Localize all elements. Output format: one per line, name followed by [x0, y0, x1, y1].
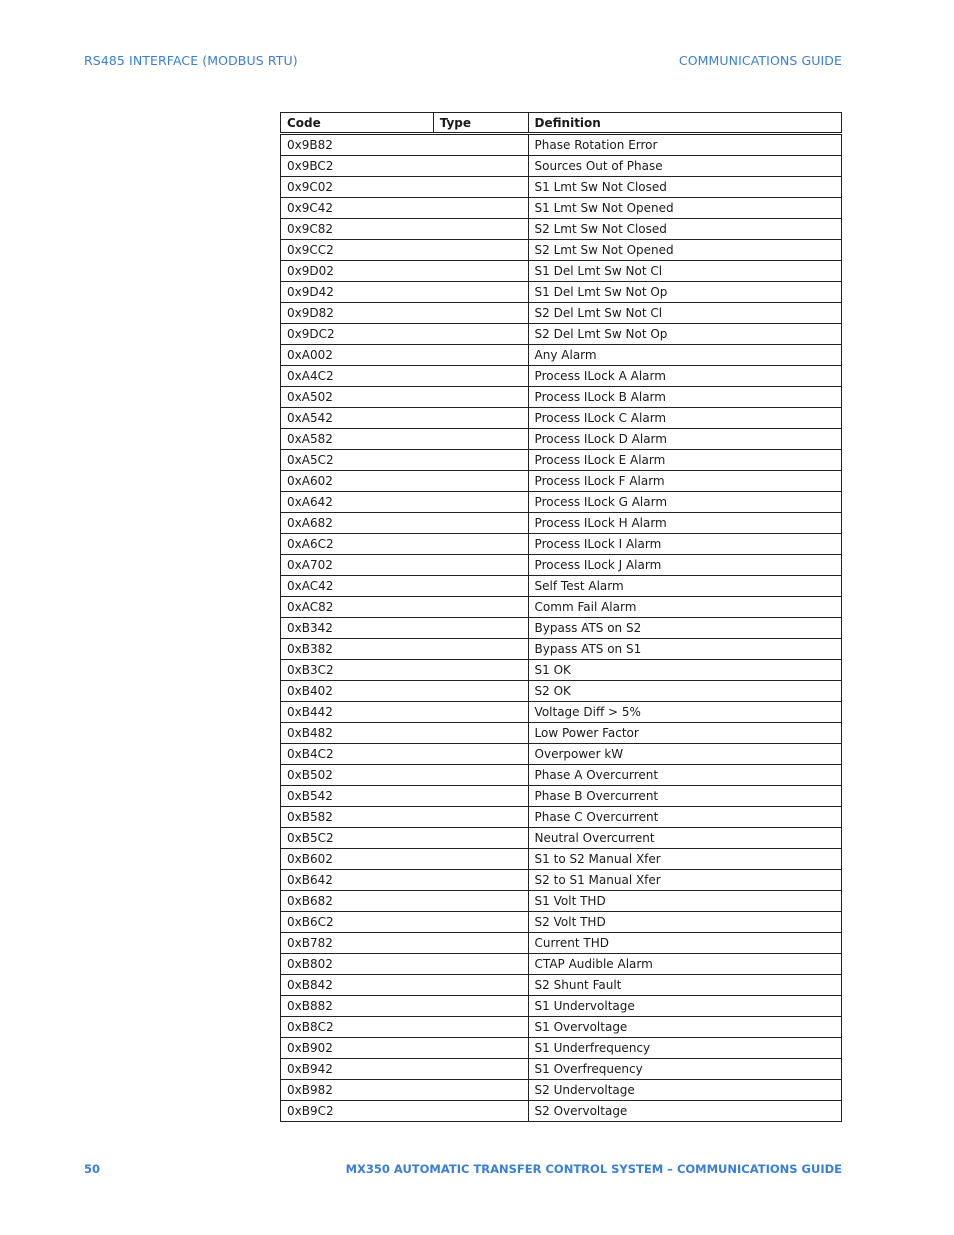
cell-code: 0x9C42 — [281, 198, 529, 219]
table-row — [281, 555, 842, 576]
cell-definition: S2 to S1 Manual Xfer — [528, 870, 841, 891]
cell-code: 0xB482 — [281, 723, 529, 744]
cell-code: 0x9D42 — [281, 282, 529, 303]
table-row — [281, 1080, 842, 1101]
cell-code: 0xA702 — [281, 555, 529, 576]
table-row — [281, 345, 842, 366]
table-row — [281, 261, 842, 282]
cell-code: 0xA502 — [281, 387, 529, 408]
cell-definition: S1 Volt THD — [528, 891, 841, 912]
cell-definition: S1 OK — [528, 660, 841, 681]
cell-code: 0xAC42 — [281, 576, 529, 597]
cell-code: 0xB8C2 — [281, 1017, 529, 1038]
cell-definition: S2 Del Lmt Sw Not Op — [528, 324, 841, 345]
column-header-definition: Definition — [528, 113, 841, 134]
cell-definition: Phase Rotation Error — [528, 134, 841, 156]
table-row — [281, 513, 842, 534]
cell-code: 0xB382 — [281, 639, 529, 660]
cell-definition: Phase A Overcurrent — [528, 765, 841, 786]
cell-code: 0xAC82 — [281, 597, 529, 618]
cell-definition: S2 Lmt Sw Not Closed — [528, 219, 841, 240]
cell-definition: S1 Del Lmt Sw Not Op — [528, 282, 841, 303]
table-row — [281, 492, 842, 513]
cell-definition: S2 Shunt Fault — [528, 975, 841, 996]
table-row — [281, 954, 842, 975]
table-row — [281, 681, 842, 702]
table-row — [281, 912, 842, 933]
table-row — [281, 702, 842, 723]
footer-title: MX350 AUTOMATIC TRANSFER CONTROL SYSTEM – COMMUNICATIONS GUIDE — [345, 1162, 842, 1176]
cell-definition: S2 OK — [528, 681, 841, 702]
table-row — [281, 597, 842, 618]
table-row — [281, 933, 842, 954]
cell-definition: Sources Out of Phase — [528, 156, 841, 177]
table-row — [281, 177, 842, 198]
table-row — [281, 240, 842, 261]
table-row — [281, 639, 842, 660]
table-row — [281, 282, 842, 303]
table-row — [281, 1059, 842, 1080]
cell-code: 0x9D02 — [281, 261, 529, 282]
page-number: 50 — [84, 1162, 101, 1176]
cell-code: 0xA582 — [281, 429, 529, 450]
table-row — [281, 576, 842, 597]
cell-code: 0xB602 — [281, 849, 529, 870]
cell-definition: Process ILock I Alarm — [528, 534, 841, 555]
cell-definition: Bypass ATS on S2 — [528, 618, 841, 639]
table-row — [281, 408, 842, 429]
cell-code: 0xA4C2 — [281, 366, 529, 387]
cell-definition: Process ILock C Alarm — [528, 408, 841, 429]
cell-code: 0xB942 — [281, 1059, 529, 1080]
cell-code: 0xB6C2 — [281, 912, 529, 933]
table-body — [281, 134, 842, 1122]
table-row — [281, 765, 842, 786]
cell-code: 0xB502 — [281, 765, 529, 786]
table-row — [281, 786, 842, 807]
cell-definition: S2 Undervoltage — [528, 1080, 841, 1101]
table-row — [281, 891, 842, 912]
cell-code: 0xB442 — [281, 702, 529, 723]
cell-code: 0x9D82 — [281, 303, 529, 324]
cell-definition: Neutral Overcurrent — [528, 828, 841, 849]
table-row — [281, 618, 842, 639]
cell-code: 0xB902 — [281, 1038, 529, 1059]
cell-code: 0xA642 — [281, 492, 529, 513]
cell-code: 0xA6C2 — [281, 534, 529, 555]
table-row — [281, 828, 842, 849]
cell-definition: Process ILock F Alarm — [528, 471, 841, 492]
table-row — [281, 744, 842, 765]
cell-definition: S1 Overvoltage — [528, 1017, 841, 1038]
column-header-code: Code — [281, 113, 434, 134]
table-row — [281, 534, 842, 555]
cell-definition: S1 Undervoltage — [528, 996, 841, 1017]
cell-definition: CTAP Audible Alarm — [528, 954, 841, 975]
table-row — [281, 429, 842, 450]
cell-definition: Overpower kW — [528, 744, 841, 765]
cell-code: 0xB9C2 — [281, 1101, 529, 1122]
cell-code: 0xB882 — [281, 996, 529, 1017]
cell-code: 0xB782 — [281, 933, 529, 954]
table-row — [281, 807, 842, 828]
table-row — [281, 1101, 842, 1122]
cell-code: 0x9DC2 — [281, 324, 529, 345]
cell-definition: Process ILock B Alarm — [528, 387, 841, 408]
cell-definition: Process ILock G Alarm — [528, 492, 841, 513]
cell-code: 0xA002 — [281, 345, 529, 366]
table-row — [281, 975, 842, 996]
cell-definition: S1 to S2 Manual Xfer — [528, 849, 841, 870]
cell-code: 0xB642 — [281, 870, 529, 891]
cell-code: 0x9B82 — [281, 134, 529, 156]
cell-code: 0xB682 — [281, 891, 529, 912]
cell-code: 0xB982 — [281, 1080, 529, 1101]
table-row — [281, 870, 842, 891]
cell-definition: Process ILock A Alarm — [528, 366, 841, 387]
table-row — [281, 723, 842, 744]
table-row — [281, 134, 842, 156]
running-header-section: RS485 INTERFACE (MODBUS RTU) — [84, 53, 298, 68]
cell-definition: S1 Overfrequency — [528, 1059, 841, 1080]
table-row — [281, 387, 842, 408]
cell-code: 0xA542 — [281, 408, 529, 429]
cell-definition: Process ILock D Alarm — [528, 429, 841, 450]
column-header-type: Type — [433, 113, 528, 134]
cell-code: 0xB3C2 — [281, 660, 529, 681]
cell-definition: Any Alarm — [528, 345, 841, 366]
cell-definition: S2 Overvoltage — [528, 1101, 841, 1122]
cell-definition: S1 Lmt Sw Not Opened — [528, 198, 841, 219]
cell-definition: S2 Volt THD — [528, 912, 841, 933]
cell-code: 0xB842 — [281, 975, 529, 996]
cell-code: 0x9C02 — [281, 177, 529, 198]
cell-code: 0xB4C2 — [281, 744, 529, 765]
cell-definition: Bypass ATS on S1 — [528, 639, 841, 660]
running-header-guide: COMMUNICATIONS GUIDE — [678, 53, 842, 68]
cell-definition: Low Power Factor — [528, 723, 841, 744]
cell-code: 0xB542 — [281, 786, 529, 807]
cell-definition: S1 Lmt Sw Not Closed — [528, 177, 841, 198]
cell-definition: Process ILock J Alarm — [528, 555, 841, 576]
cell-definition: S1 Underfrequency — [528, 1038, 841, 1059]
cell-code: 0x9C82 — [281, 219, 529, 240]
cell-definition: Process ILock E Alarm — [528, 450, 841, 471]
cell-code: 0xA5C2 — [281, 450, 529, 471]
cell-definition: Phase C Overcurrent — [528, 807, 841, 828]
cell-code: 0xA682 — [281, 513, 529, 534]
table-row — [281, 219, 842, 240]
cell-definition: S2 Lmt Sw Not Opened — [528, 240, 841, 261]
cell-definition: Phase B Overcurrent — [528, 786, 841, 807]
cell-definition: Current THD — [528, 933, 841, 954]
table-row — [281, 660, 842, 681]
cell-code: 0xB402 — [281, 681, 529, 702]
table-row — [281, 450, 842, 471]
cell-definition: Process ILock H Alarm — [528, 513, 841, 534]
cell-definition: Comm Fail Alarm — [528, 597, 841, 618]
cell-code: 0xB5C2 — [281, 828, 529, 849]
table-row — [281, 996, 842, 1017]
cell-code: 0x9CC2 — [281, 240, 529, 261]
table-row — [281, 303, 842, 324]
cell-code: 0x9BC2 — [281, 156, 529, 177]
table-row — [281, 324, 842, 345]
cell-code: 0xB342 — [281, 618, 529, 639]
cell-definition: S2 Del Lmt Sw Not Cl — [528, 303, 841, 324]
table-row — [281, 198, 842, 219]
cell-definition: S1 Del Lmt Sw Not Cl — [528, 261, 841, 282]
table-row — [281, 366, 842, 387]
cell-code: 0xB582 — [281, 807, 529, 828]
table-header-row — [281, 113, 842, 134]
table-row — [281, 156, 842, 177]
cell-code: 0xB802 — [281, 954, 529, 975]
table-row — [281, 849, 842, 870]
table-row — [281, 471, 842, 492]
cell-definition: Voltage Diff > 5% — [528, 702, 841, 723]
cell-definition: Self Test Alarm — [528, 576, 841, 597]
table-row — [281, 1038, 842, 1059]
code-definition-table — [280, 112, 842, 1122]
cell-code: 0xA602 — [281, 471, 529, 492]
table-row — [281, 1017, 842, 1038]
